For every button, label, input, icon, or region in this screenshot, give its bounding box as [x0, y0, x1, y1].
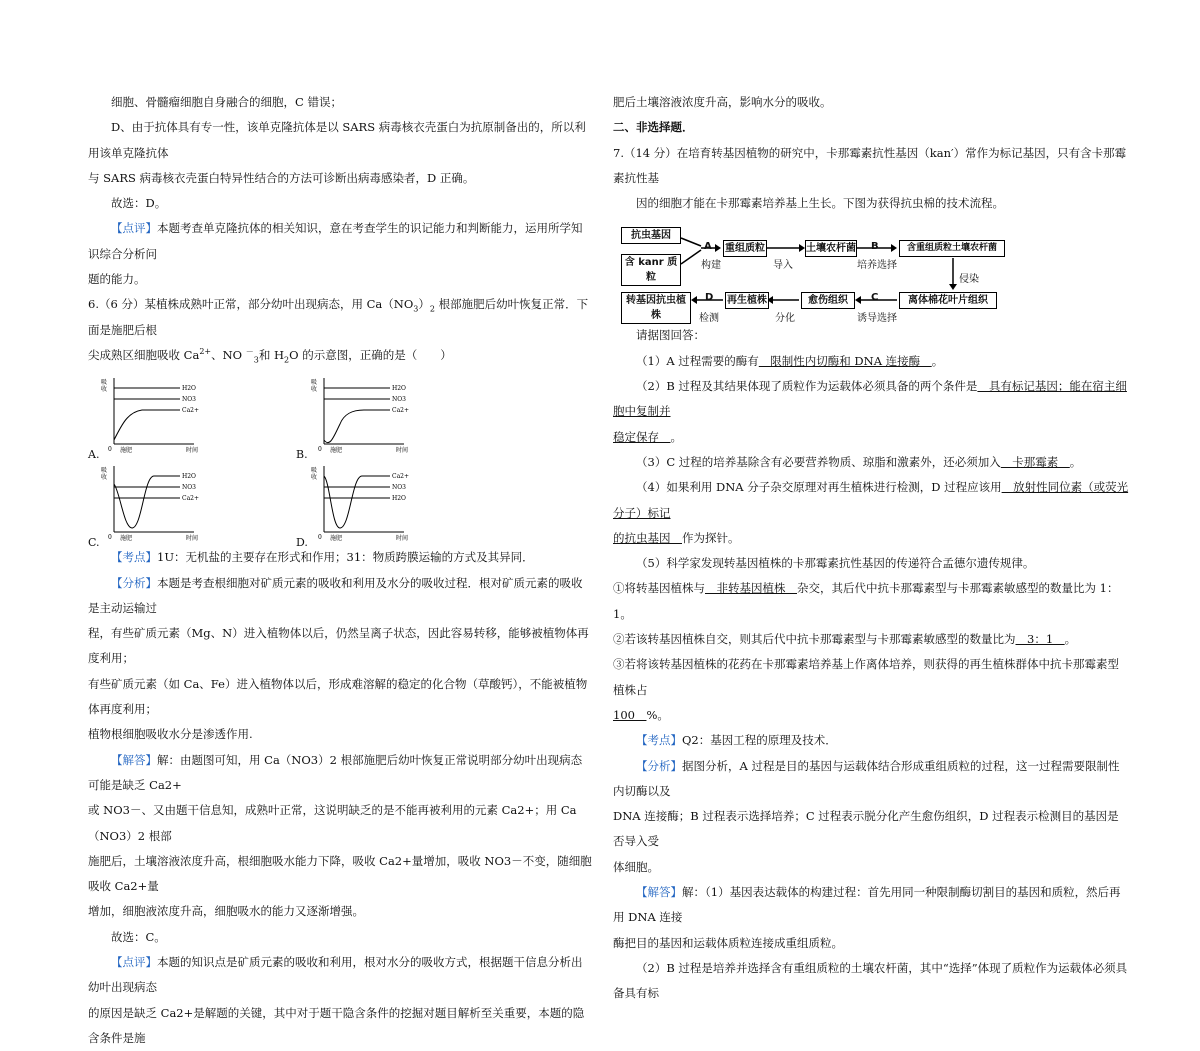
answer-graphs [88, 370, 593, 550]
graph-d-svg [308, 462, 418, 542]
text-line: 与 SARS 病毒核衣壳蛋白特异性结合的方法可诊断出病毒感染者，D 正确。 [88, 170, 475, 185]
svg-text:0: 0 [108, 534, 112, 542]
svg-text:吸: 吸 [311, 467, 318, 475]
text-line: 施肥后，土壤溶液浓度升高，根细胞吸水能力下降，吸收 Ca2+量增加，吸收 NO3－不变，随细胞吸收 Ca2+量 [88, 853, 592, 894]
text-line: 酶把目的基因和运载体质粒连接成重组质粒。 [613, 935, 843, 950]
text-line: 植物根细胞吸收水分是渗透作用. [88, 727, 253, 742]
svg-text:施肥: 施肥 [330, 535, 343, 543]
svg-text:NO3: NO3 [182, 484, 196, 492]
label-goujian: 构建 [701, 260, 721, 272]
svg-text:Ca2+: Ca2+ [392, 473, 410, 481]
answer-fill: 具有标记基因；能在宿主细胞中复制并 [613, 379, 1127, 419]
text-line: 请据图回答： [636, 328, 705, 343]
review-tag: 【点评】 [111, 221, 157, 236]
answer-5-3: ③若将该转基因植株的花药在卡那霉素培养基上作离体培养，则获得的再生植株群体中抗卡那霉素型植株占 [613, 657, 1119, 697]
answer-5-2: ②若该转基因植株自交，则其后代中抗卡那霉素型与卡那霉素敏感型的数量比为 3：1 。 [613, 632, 1077, 647]
svg-text:0: 0 [318, 446, 322, 454]
label-C: C [871, 292, 879, 304]
answer-tag: 【解答】 [111, 752, 157, 767]
text-line: 题的能力。 [88, 272, 146, 287]
svg-text:H2O: H2O [182, 473, 196, 481]
box-transgenic-plant: 转基因抗虫植株 [621, 292, 691, 324]
box-leaf-tissue: 离体棉花叶片组织 [899, 292, 997, 309]
svg-text:时间: 时间 [396, 535, 409, 543]
answer-fill: 100 [613, 707, 647, 722]
label-peiyang: 培养选择 [857, 260, 897, 272]
svg-text:吸: 吸 [101, 467, 108, 475]
option-a-label[interactable]: A. [88, 448, 100, 462]
answer-4-cont: 的抗虫基因 作为探针。 [613, 530, 740, 545]
text-line: （2）B 过程是培养并选择含有重组质粒的土壤农杆菌，其中“选择”体现了质粒作为运载体必须具备具有标 [613, 960, 1128, 1001]
answer-fill: 限制性内切酶和 DNA 连接酶 [758, 353, 932, 368]
graph-option-d [308, 462, 418, 542]
text-line: 肥后土壤溶液浓度升高，影响水分的吸收。 [613, 95, 832, 109]
text-line: 细胞、骨髓瘤细胞自身融合的细胞，C 错误； [111, 95, 342, 109]
answer-fill: 的抗虫基因 [613, 530, 682, 545]
box-regenerated-plant: 再生植株 [725, 292, 769, 309]
answer-fill: 稳定保存 [613, 429, 671, 444]
question-6-stem: 6.（6 分）某植株成熟叶正常，部分幼叶出现病态，用 $Ca(NO_3)_2$ 根部施肥后幼叶恢复正常．下面是施肥后根 [88, 297, 589, 337]
label-D: D [705, 292, 714, 304]
kaodian-paragraph: 【考点】1U：无机盐的主要存在形式和作用；31：物质跨膜运输的方式及其异同． [111, 550, 534, 565]
question-6-stem-2: 尖成熟区细胞吸收 $Ca^{2+}$、NO －$_3$和 $H_2O$ 的示意图，正确的是（ ） [88, 347, 452, 365]
svg-text:吸: 吸 [101, 379, 108, 387]
text-line: 的原因是缺乏 Ca2+是解题的关键，其中对于题干隐含条件的挖掘对题目解析至关重要，本题的隐含条件是施 [88, 1005, 585, 1045]
svg-text:施肥: 施肥 [120, 447, 133, 455]
text-line: （5）科学家发现转基因植株的卡那霉素抗性基因的传递符合孟德尔遗传规律。 [636, 556, 1035, 571]
answer-2-cont: 稳定保存 。 [613, 429, 682, 444]
answer-tag: 【解答】 [636, 885, 682, 900]
right-column [613, 90, 1130, 1007]
text-line: 因的细胞才能在卡那霉素培养基上生长。下图为获得抗虫棉的技术流程。 [636, 196, 1004, 211]
answer-fill: 卡那霉素 [1000, 454, 1070, 469]
svg-text:0: 0 [108, 446, 112, 454]
section-heading: 二、非选择题． [613, 120, 694, 135]
svg-text:Ca2+: Ca2+ [182, 407, 200, 415]
box-agrobacterium-recombinant: 含重组质粒土壤农杆菌 [899, 240, 1005, 257]
label-fenhua: 分化 [775, 313, 795, 325]
svg-text:H2O: H2O [392, 495, 406, 503]
graph-c-svg [98, 462, 208, 542]
svg-text:时间: 时间 [186, 447, 199, 455]
answer-5-3-cont: 100 %。 [613, 707, 669, 722]
box-recombinant-plasmid: 重组质粒 [723, 240, 767, 257]
text-line: 增加，细胞液浓度升高，细胞吸水的能力又逐渐增强。 [88, 904, 364, 919]
svg-text:吸: 吸 [311, 379, 318, 387]
graph-option-a [98, 374, 208, 454]
review-tag: 【点评】 [111, 955, 157, 970]
answer-fill: 3：1 [1015, 632, 1065, 647]
kaodian-paragraph: 【考点】Q2：基因工程的原理及技术． [636, 733, 837, 748]
svg-text:NO3: NO3 [392, 396, 406, 404]
answer-4: （4）如果利用 DNA 分子杂交原理对再生植株进行检测，D 过程应该用 放射性同位素（或荧光分子）标记 [613, 480, 1129, 520]
option-d-label[interactable]: D. [296, 536, 308, 550]
graph-a-svg [98, 374, 208, 454]
text-line: 或 NO3－、又由题干信息知，成熟叶正常，这说明缺乏的是不能再被利用的元素 Ca2+；用 Ca（NO3）2 根部 [88, 803, 577, 843]
option-c-label[interactable]: C. [88, 536, 100, 550]
analysis-tag: 【分析】 [111, 575, 157, 590]
svg-text:收: 收 [101, 386, 108, 394]
flow-diagram [613, 220, 1130, 325]
answer-paragraph: 【解答】解：（1）基因表达载体的构建过程：首先用同一种限制酶切割目的基因和质粒，然后再用 DNA 连接 [613, 885, 1121, 925]
svg-text:H2O: H2O [392, 385, 406, 393]
box-callus: 愈伤组织 [801, 292, 855, 309]
text-line: 有些矿质元素（如 Ca、Fe）进入植物体以后，形成难溶解的稳定的化合物（草酸钙），不能被植物体再度利用； [88, 676, 588, 717]
analysis-paragraph: 【分析】本题是考查根细胞对矿质元素的吸收和利用及水分的吸收过程．根对矿质元素的吸收是主动运输过 [88, 575, 583, 615]
svg-text:收: 收 [311, 386, 318, 394]
label-youdao: 诱导选择 [857, 313, 897, 325]
answer-1: （1）A 过程需要的酶有 限制性内切酶和 DNA 连接酶 。 [636, 353, 944, 368]
analysis-paragraph: 【分析】据图分析，A 过程是目的基因与运载体结合形成重组质粒的过程，这一过程需要限制性内切酶以及 [613, 758, 1120, 798]
box-insect-gene: 抗虫基因 [621, 227, 681, 244]
svg-text:Ca2+: Ca2+ [182, 495, 200, 503]
text-line: 故选：D。 [111, 196, 167, 211]
graph-option-b [308, 374, 418, 454]
kaodian-tag: 【考点】 [636, 733, 682, 748]
text-line: DNA 连接酶；B 过程表示选择培养；C 过程表示脱分化产生愈伤组织，D 过程表示检测目的基因是否导入受 [613, 809, 1119, 849]
label-qinran: 侵染 [959, 274, 979, 286]
svg-text:0: 0 [318, 534, 322, 542]
answer-5-1: ①将转基因植株与 非转基因植株 杂交，其后代中抗卡那霉素型与卡那霉素敏感型的数量比为 1：1。 [613, 581, 1119, 621]
option-b-label[interactable]: B. [296, 448, 308, 462]
text-line: 故选：C。 [111, 929, 166, 944]
svg-text:H2O: H2O [182, 385, 196, 393]
text-line: 体细胞。 [613, 859, 659, 874]
box-kan-plasmid: 含 kanr 质粒 [621, 254, 681, 286]
answer-fill: 放射性同位素（或荧光分子）标记 [613, 480, 1129, 520]
svg-text:时间: 时间 [396, 447, 409, 455]
svg-text:施肥: 施肥 [330, 447, 343, 455]
review-text: 本题考查单克隆抗体的相关知识，意在考查学生的识记能力和判断能力，运用所学知识综合分析问 [88, 221, 583, 261]
label-B: B [871, 241, 879, 253]
graph-b-svg [308, 374, 418, 454]
text-line: 程，有些矿质元素（Mg、N）进入植物体以后，仍然呈离子状态，因此容易转移，能够被植物体再度利用； [88, 626, 589, 666]
answer-3: （3）C 过程的培养基除含有必要营养物质、琼脂和激素外，还必须加入 卡那霉素 。 [636, 454, 1082, 469]
svg-text:时间: 时间 [186, 535, 199, 543]
answer-paragraph: 【解答】解：由题图可知，用 Ca（NO3）2 根部施肥后幼叶恢复正常说明部分幼叶出现病态可能是缺乏 Ca2+ [88, 752, 583, 792]
svg-text:施肥: 施肥 [120, 535, 133, 543]
left-column [88, 90, 593, 1051]
label-daoru: 导入 [773, 260, 793, 272]
text-line: D、由于抗体具有专一性，该单克隆抗体是以 SARS 病毒核衣壳蛋白为抗原制备出的，所以利用该单克隆抗体 [88, 120, 586, 160]
svg-text:收: 收 [311, 474, 318, 482]
box-agrobacterium: 土壤农杆菌 [805, 240, 857, 257]
question-7-stem: 7.（14 分）在培育转基因植物的研究中，卡那霉素抗性基因（kan′）常作为标记基因，只有含卡那霉素抗性基 [613, 145, 1127, 185]
review-paragraph: 【点评】本题的知识点是矿质元素的吸收和利用，根对水分的吸收方式，根据题干信息分析出幼叶出现病态 [88, 955, 583, 995]
answer-2: （2）B 过程及其结果体现了质粒作为运载体必须具备的两个条件是 具有标记基因；能在宿主细胞中复制并 [613, 379, 1127, 419]
svg-text:Ca2+: Ca2+ [392, 407, 410, 415]
graph-option-c [98, 462, 208, 542]
review-paragraph [88, 216, 593, 267]
svg-text:NO3: NO3 [392, 484, 406, 492]
answer-fill: 非转基因植株 [705, 581, 797, 596]
label-jiance: 检测 [699, 313, 719, 325]
svg-text:收: 收 [101, 474, 108, 482]
kaodian-tag: 【考点】 [111, 550, 157, 565]
analysis-tag: 【分析】 [636, 758, 682, 773]
svg-text:NO3: NO3 [182, 396, 196, 404]
label-A: A [704, 241, 712, 253]
